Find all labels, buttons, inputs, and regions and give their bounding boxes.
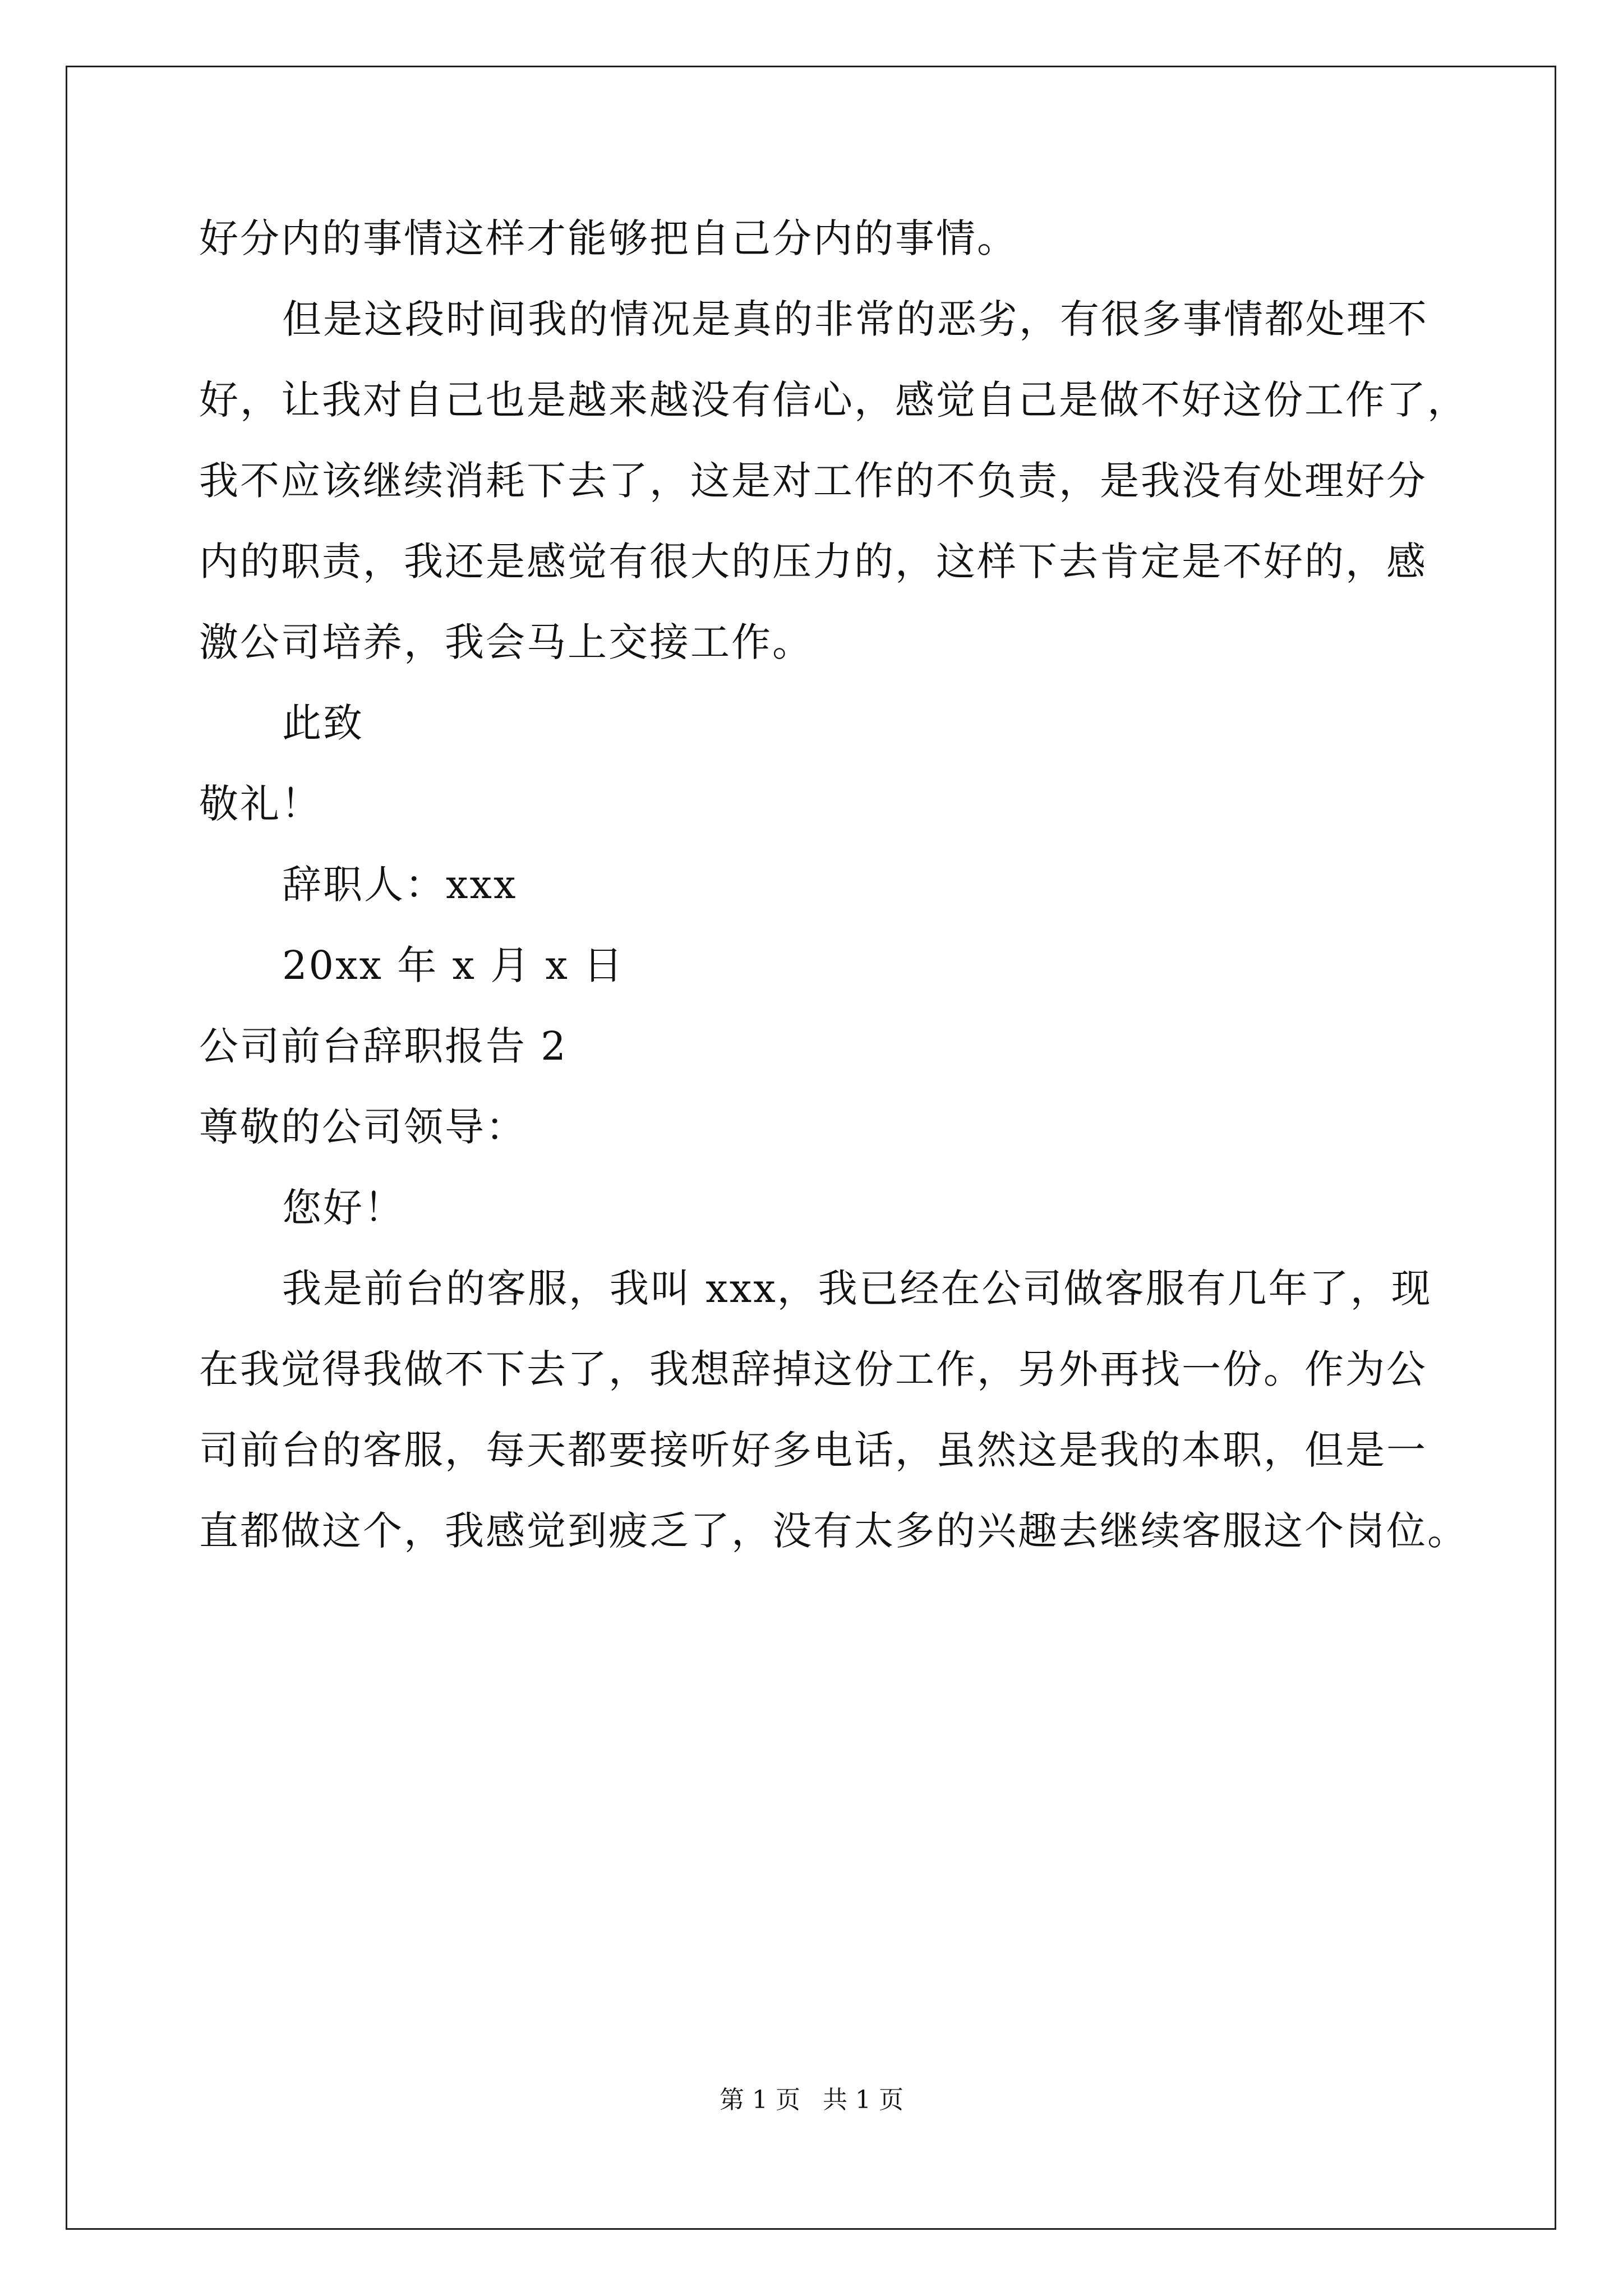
salutation: 尊敬的公司领导： [199, 1104, 527, 1150]
paragraph-line: 但是这段时间我的情况是真的非常的恶劣，有很多事情都处理不 [282, 296, 1428, 342]
page-number-current: 第 1 页 [720, 2086, 800, 2114]
paragraph-line: 直都做这个，我感觉到疲乏了，没有太多的兴趣去继续客服这个岗位。 [199, 1508, 1468, 1554]
paragraph-line: 司前台的客服，每天都要接听好多电话，虽然这是我的本职，但是一 [199, 1427, 1427, 1473]
paragraph-line: 好分内的事情这样才能够把自己分内的事情。 [199, 215, 1018, 261]
closing-salutation: 此致 [282, 700, 364, 746]
signature-line: 辞职人：xxx [282, 862, 518, 908]
paragraph-line: 在我觉得我做不下去了，我想辞掉这份工作，另外再找一份。作为公 [199, 1346, 1427, 1392]
paragraph-line: 激公司培养，我会马上交接工作。 [199, 619, 813, 665]
page-number-total: 共 1 页 [823, 2086, 903, 2114]
paragraph-line: 我不应该继续消耗下去了，这是对工作的不负责，是我没有处理好分 [199, 458, 1427, 504]
paragraph-line: 我是前台的客服，我叫 xxx，我已经在公司做客服有几年了，现 [282, 1266, 1432, 1312]
section-title: 公司前台辞职报告 2 [199, 1023, 568, 1069]
greeting: 您好！ [282, 1185, 405, 1231]
page-footer [0, 2086, 1623, 2115]
closing-regards: 敬礼！ [199, 781, 322, 827]
date-line: 20xx 年 x 月 x 日 [282, 942, 625, 988]
paragraph-line: 好，让我对自己也是越来越没有信心，感觉自己是做不好这份工作了， [199, 377, 1468, 423]
paragraph-line: 内的职责，我还是感觉有很大的压力的，这样下去肯定是不好的，感 [199, 539, 1427, 585]
